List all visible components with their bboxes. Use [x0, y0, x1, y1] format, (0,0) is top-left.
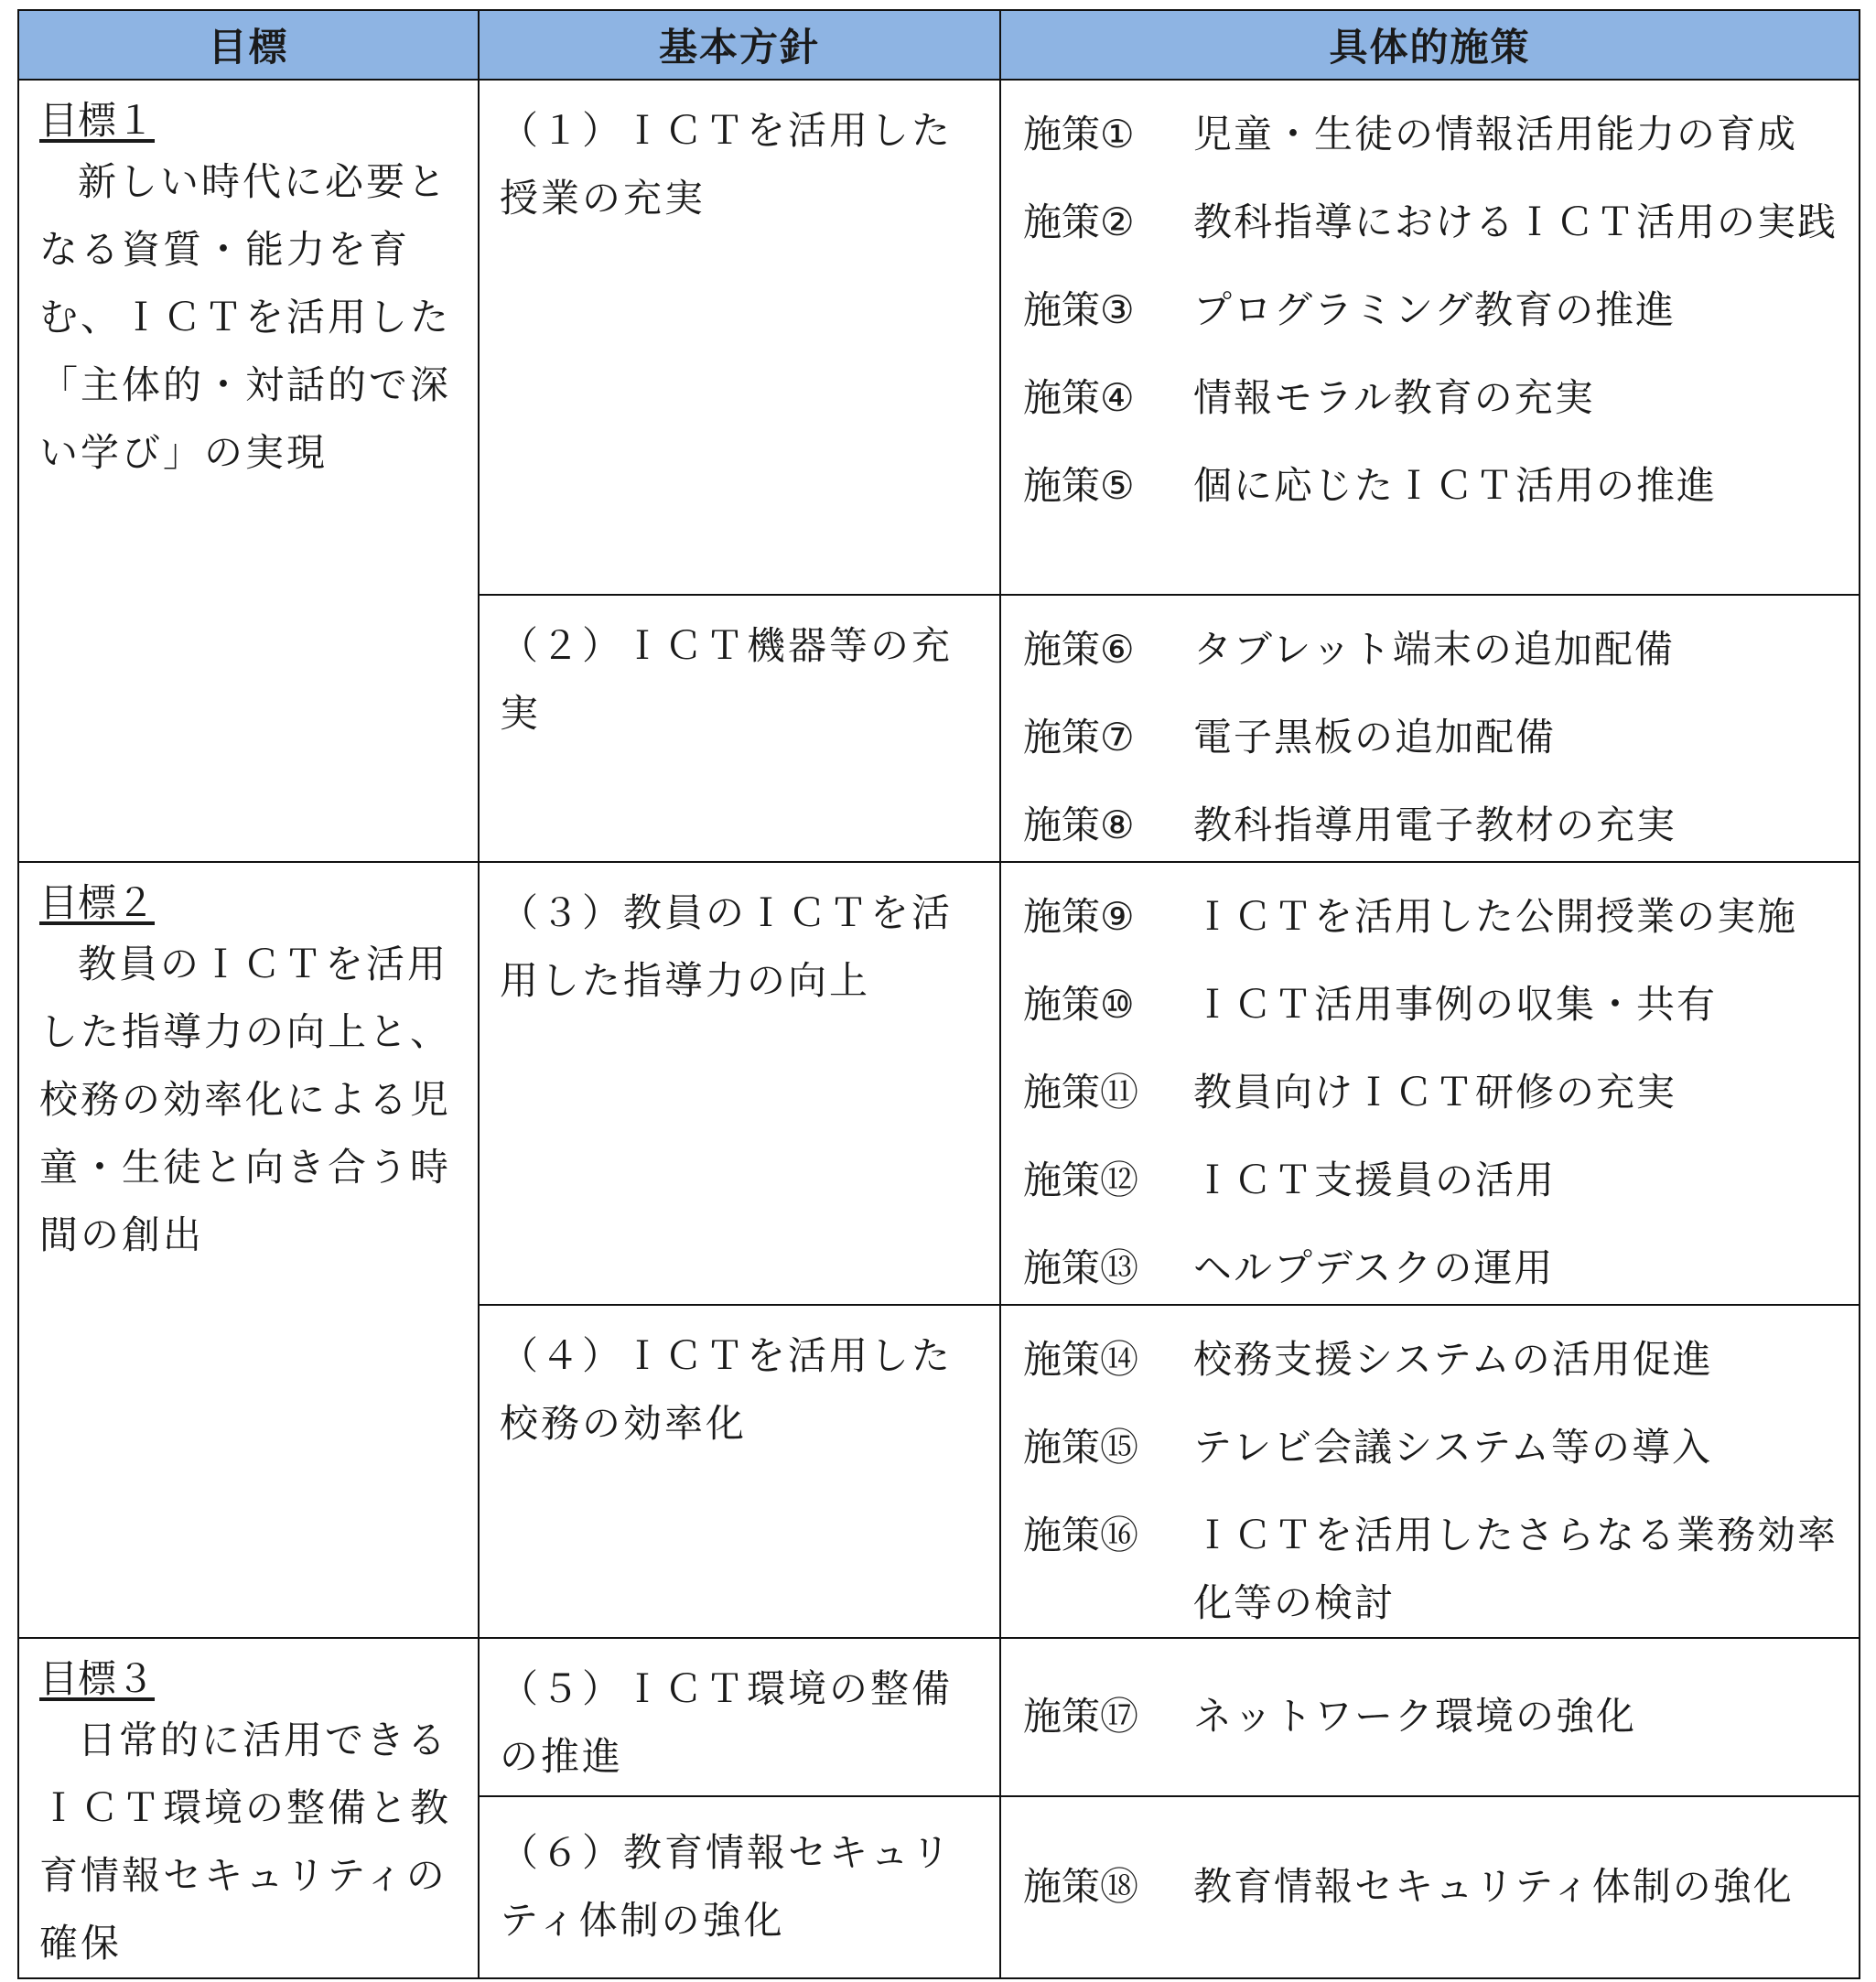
list-item [1023, 364, 1838, 432]
measure-text: 児童・生徒の情報活用能力の育成 [1193, 112, 1798, 156]
measures-cell [1000, 1305, 1860, 1638]
goal-description: 教員のＩＣＴを活用した指導力の向上と、校務の効率化による児童・生徒と向き合う時間の創出 [39, 942, 452, 1257]
measure-text: タブレット端末の追加配備 [1193, 627, 1675, 672]
measure-label: 施策⑪ [1023, 1070, 1139, 1115]
measures-cell [1000, 1796, 1860, 1978]
measure-label: 施策⑯ [1023, 1513, 1139, 1557]
measure-label: 施策⑬ [1023, 1245, 1139, 1290]
list-item [1023, 1502, 1838, 1637]
measure-label: 施策⑭ [1023, 1337, 1139, 1382]
measure-label: 施策⑩ [1023, 982, 1135, 1027]
policy-cell [479, 862, 1000, 1305]
measure-label: 施策⑫ [1023, 1158, 1139, 1202]
measure-label: 施策⑧ [1023, 802, 1135, 847]
list-item [1023, 1059, 1838, 1126]
list-item [1023, 452, 1838, 520]
list-item [1023, 1414, 1838, 1481]
measure-text: プログラミング教育の推進 [1193, 287, 1677, 332]
measure-label: 施策③ [1023, 287, 1135, 332]
measure-text: 情報モラル教育の充実 [1193, 375, 1595, 420]
measure-text: テレビ会議システム等の導入 [1193, 1425, 1712, 1470]
measure-text: 教科指導用電子教材の充実 [1193, 802, 1677, 847]
list-item [1023, 883, 1838, 951]
list-item [1023, 1853, 1838, 1921]
policy-text: （４）ＩＣＴを活用した校務の効率化 [500, 1333, 954, 1446]
header-goal: 目標 [18, 10, 479, 80]
list-item [1023, 792, 1838, 859]
list-item [1023, 101, 1838, 168]
measure-text: 個に応じたＩＣＴ活用の推進 [1193, 463, 1718, 508]
header-row [18, 10, 1860, 80]
policy-cell [479, 1796, 1000, 1978]
table-row [18, 80, 1860, 595]
list-item [1023, 704, 1838, 771]
measure-text: ＩＣＴ活用事例の収集・共有 [1193, 982, 1718, 1027]
measure-label: 施策⑨ [1023, 894, 1135, 939]
measure-text: 教科指導におけるＩＣＴ活用の実践 [1193, 199, 1838, 244]
table-row [18, 862, 1860, 1305]
list-item [1023, 1234, 1838, 1302]
policy-cell [479, 1305, 1000, 1638]
measure-label: 施策⑱ [1023, 1864, 1139, 1910]
goal-title: 目標１ [39, 98, 156, 143]
measures-cell [1000, 595, 1860, 862]
list-item [1023, 276, 1838, 344]
policy-table-wrapper [17, 9, 1860, 1979]
policy-text: （３）教員のＩＣＴを活用した指導力の向上 [500, 890, 954, 1003]
measure-text: ネットワーク環境の強化 [1193, 1694, 1637, 1740]
policy-table [17, 9, 1860, 1979]
policy-cell [479, 80, 1000, 595]
measure-label: 施策② [1023, 199, 1135, 244]
policy-text: （５）ＩＣＴ環境の整備の推進 [500, 1666, 954, 1779]
table-row [18, 1638, 1860, 1796]
goal-cell [18, 80, 479, 862]
policy-cell [479, 1638, 1000, 1796]
policy-text: （１）ＩＣＴを活用した授業の充実 [500, 108, 954, 221]
goal-title: 目標３ [39, 1656, 156, 1701]
measures-cell [1000, 862, 1860, 1305]
list-item [1023, 189, 1838, 256]
goal-description: 新しい時代に必要となる資質・能力を育む、ＩＣＴを活用した「主体的・対話的で深い学び」の実現 [39, 159, 452, 475]
measure-text: ＩＣＴを活用したさらなる業務効率化等の検討 [1193, 1513, 1838, 1625]
measure-label: 施策⑰ [1023, 1694, 1139, 1740]
measure-text: ヘルプデスクの運用 [1193, 1245, 1555, 1290]
measure-label: 施策④ [1023, 375, 1135, 420]
measure-text: ＩＣＴを活用した公開授業の実施 [1193, 894, 1798, 939]
measures-cell [1000, 1638, 1860, 1796]
list-item [1023, 616, 1838, 684]
list-item [1023, 1683, 1838, 1750]
measure-label: 施策① [1023, 112, 1135, 156]
list-item [1023, 1326, 1838, 1394]
measure-text: 教員向けＩＣＴ研修の充実 [1193, 1070, 1677, 1115]
list-item [1023, 1147, 1838, 1214]
header-measures: 具体的施策 [1000, 10, 1860, 80]
measure-label: 施策⑤ [1023, 463, 1135, 508]
measure-label: 施策⑮ [1023, 1425, 1139, 1470]
goal-cell [18, 1638, 479, 1978]
goal-description: 日常的に活用できるＩＣＴ環境の整備と教育情報セキュリティの確保 [39, 1718, 452, 1966]
header-policy: 基本方針 [479, 10, 1000, 80]
measure-label: 施策⑦ [1023, 715, 1135, 759]
measure-text: 校務支援システムの活用促進 [1193, 1337, 1713, 1382]
goal-title: 目標２ [39, 880, 156, 925]
list-item [1023, 971, 1838, 1039]
measure-text: 教育情報セキュリティ体制の強化 [1193, 1864, 1794, 1910]
measure-text: ＩＣＴ支援員の活用 [1193, 1158, 1557, 1202]
measures-cell [1000, 80, 1860, 595]
policy-text: （６）教育情報セキュリティ体制の強化 [500, 1830, 954, 1944]
policy-cell [479, 595, 1000, 862]
goal-cell [18, 862, 479, 1638]
measure-label: 施策⑥ [1023, 627, 1135, 672]
policy-text: （２）ＩＣＴ機器等の充実 [500, 623, 954, 736]
measure-text: 電子黒板の追加配備 [1193, 715, 1557, 759]
